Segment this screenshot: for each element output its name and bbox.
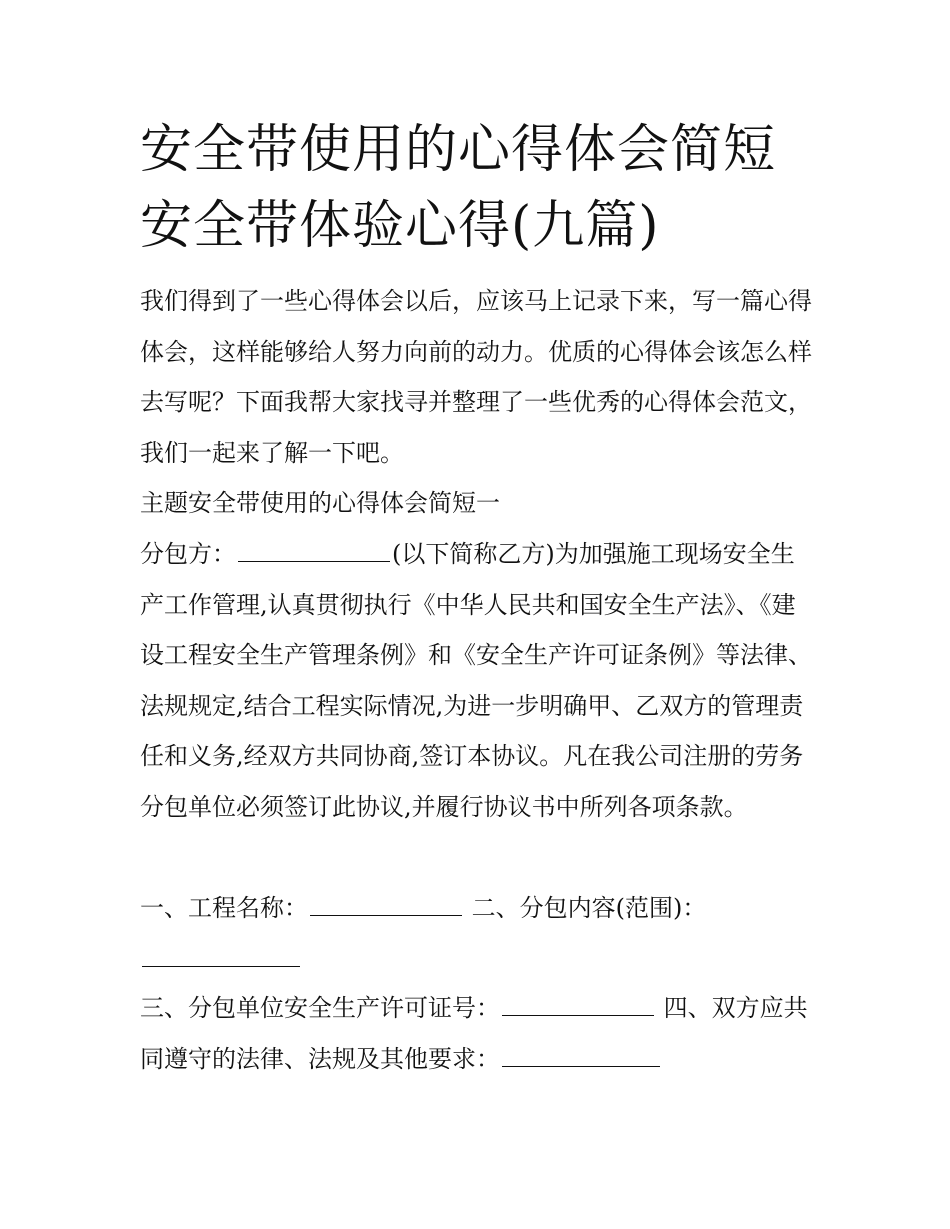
document-title: 安全带使用的心得体会简短 安全带体验心得(九篇) [140, 120, 777, 256]
subcontractor-blank [238, 529, 390, 562]
project-name-blank [310, 883, 462, 916]
item4-label: 四、双方应共同遵守的法律、法规及其他要求： [140, 994, 808, 1073]
clause-text: (以下简称乙方)为加强施工现场安全生产工作管理,认真贯彻执行《中华人民共和国安全生产法》、《建设工程安全生产管理条例》和《安全生产许可证条例》等法律、法规规定,结合工程实际情况,为进一步明确甲、乙双方的管理责任和义务,经双方共同协商,签订本协议。凡在我公司注册的劳务分包单位必须签订此协议,并履行协议书中所列各项条款。 [140, 540, 812, 821]
laws-blank [502, 1034, 660, 1067]
item3-label: 三、分包单位安全生产许可证号： [140, 994, 500, 1022]
subcontract-scope-blank [142, 934, 300, 967]
section-subtitle: 主题安全带使用的心得体会简短一 [140, 489, 500, 517]
clause-prefix: 分包方： [140, 540, 236, 568]
intro-paragraph: 我们得到了一些心得体会以后，应该马上记录下来，写一篇心得体会，这样能够给人努力向前的动力。优质的心得体会该怎么样去写呢？下面我帮大家找寻并整理了一些优秀的心得体会范文，我们一起来了解一下吧。 [140, 287, 812, 467]
license-number-blank [502, 983, 654, 1016]
items-paragraph-2 [140, 983, 815, 1084]
item1-label: 一、工程名称： [140, 894, 308, 922]
clause-paragraph [140, 529, 815, 832]
item2-label: 二、分包内容(范围)： [471, 894, 707, 922]
items-paragraph-1 [140, 883, 815, 984]
